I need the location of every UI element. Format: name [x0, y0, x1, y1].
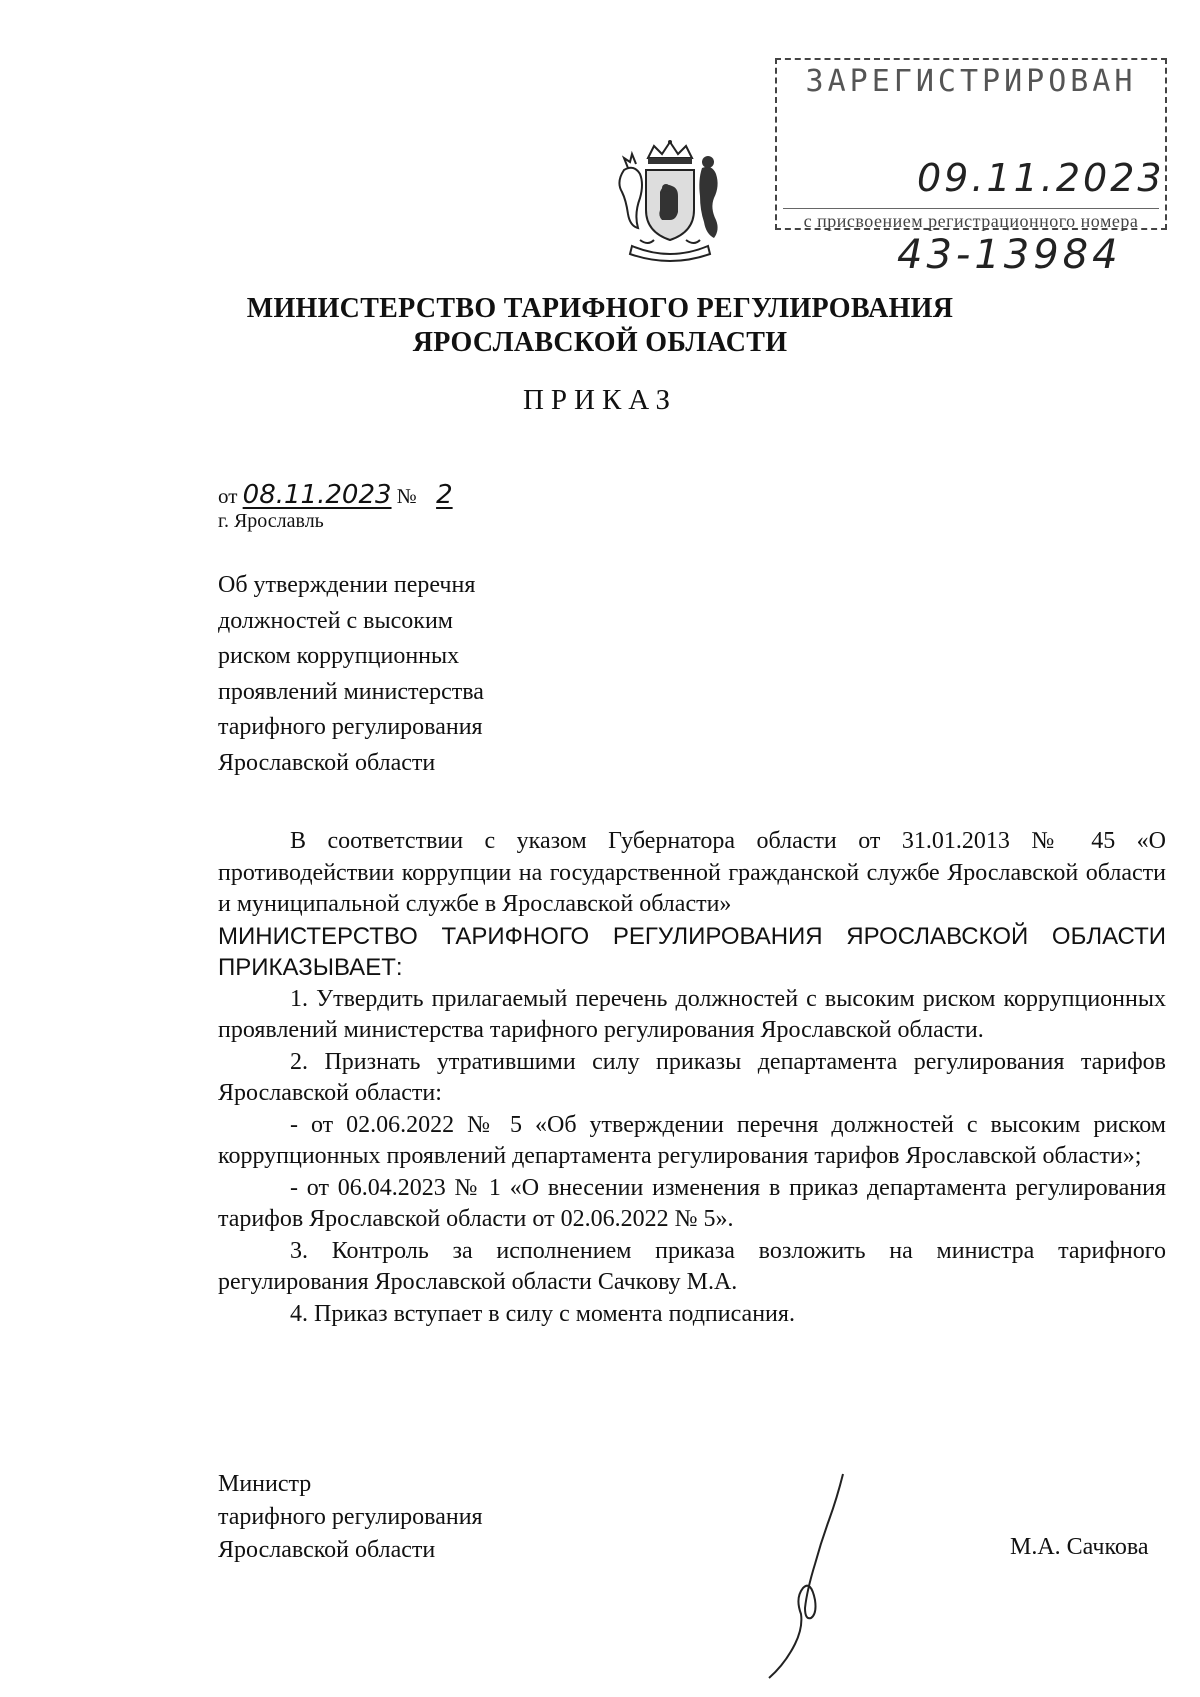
ministry-header: [0, 292, 1200, 360]
subject-line: проявлений министерства: [218, 678, 484, 705]
item-4: 4. Приказ вступает в силу с момента подписания.: [290, 1300, 795, 1327]
subject-line: тарифного регулирования: [218, 714, 483, 740]
ministry-name-line-2: ЯРОСЛАВСКОЙ ОБЛАСТИ: [412, 327, 788, 358]
item-3: 3. Контроль за исполнением приказа возложить на министра тарифного регулирования Ярославской области Сачкову М.А.: [218, 1237, 1166, 1295]
stamp-divider: [783, 208, 1159, 209]
stamp-registration-number: 43-13984: [897, 232, 1122, 278]
orders-heading: МИНИСТЕРСТВО ТАРИФНОГО РЕГУЛИРОВАНИЯ ЯРОСЛАВСКОЙ ОБЛАСТИ ПРИКАЗЫВАЕТ:: [218, 922, 1166, 981]
document-subject: [218, 568, 558, 781]
number-label: №: [396, 484, 417, 508]
document-date-number: [218, 480, 467, 510]
document-body: [218, 826, 1166, 1330]
coat-of-arms-icon: [610, 140, 730, 270]
document-city: г. Ярославль: [218, 510, 324, 532]
signatory-title-line-2: тарифного регулирования: [218, 1504, 483, 1530]
signatory-name: М.А. Сачкова: [1010, 1534, 1149, 1560]
signatory-title: [218, 1468, 483, 1567]
intro-paragraph: В соответствии с указом Губернатора области от 31.01.2013 № 45 «О противодействии коррупции на государственной гражданской службе Ярославской области и муниципальной службе в Ярославской области»: [218, 828, 1166, 917]
document-number: 2: [436, 480, 453, 510]
from-label: от: [218, 484, 238, 508]
subject-line: Об утверждении перечня: [218, 572, 476, 598]
subject-line: Ярославской области: [218, 749, 436, 776]
item-2: 2. Признать утратившими силу приказы департамента регулирования тарифов Ярославской области:: [218, 1048, 1166, 1106]
signatory-title-line-3: Ярославской области: [218, 1537, 436, 1563]
item-2b: - от 06.04.2023 № 1 «О внесении изменения в приказ департамента регулирования тарифов Ярославской области от 02.06.2022 № 5».: [218, 1174, 1166, 1232]
handwritten-signature: [745, 1468, 865, 1688]
item-1: 1. Утвердить прилагаемый перечень должностей с высоким риском коррупционных проявлений министерства тарифного регулирования Ярославской области.: [218, 985, 1166, 1043]
stamp-title: ЗАРЕГИСТРИРОВАН: [805, 64, 1137, 99]
subject-line: риском коррупционных: [218, 643, 460, 669]
document-type: ПРИКАЗ: [522, 384, 678, 416]
signatory-title-line-1: Министр: [218, 1471, 312, 1497]
document-date: 08.11.2023: [242, 480, 392, 510]
stamp-subtitle: с присвоением регистрационного номера: [803, 211, 1139, 231]
item-2a: - от 02.06.2022 № 5 «Об утверждении перечня должностей с высоким риском коррупционных проявлений департамента регулирования тарифов Ярославской области»;: [218, 1111, 1166, 1169]
stamp-date: 09.11.2023: [917, 156, 1165, 200]
subject-line: должностей с высоким: [218, 607, 453, 634]
registration-stamp: [775, 58, 1167, 278]
ministry-name-line-1: МИНИСТЕРСТВО ТАРИФНОГО РЕГУЛИРОВАНИЯ: [246, 293, 954, 324]
